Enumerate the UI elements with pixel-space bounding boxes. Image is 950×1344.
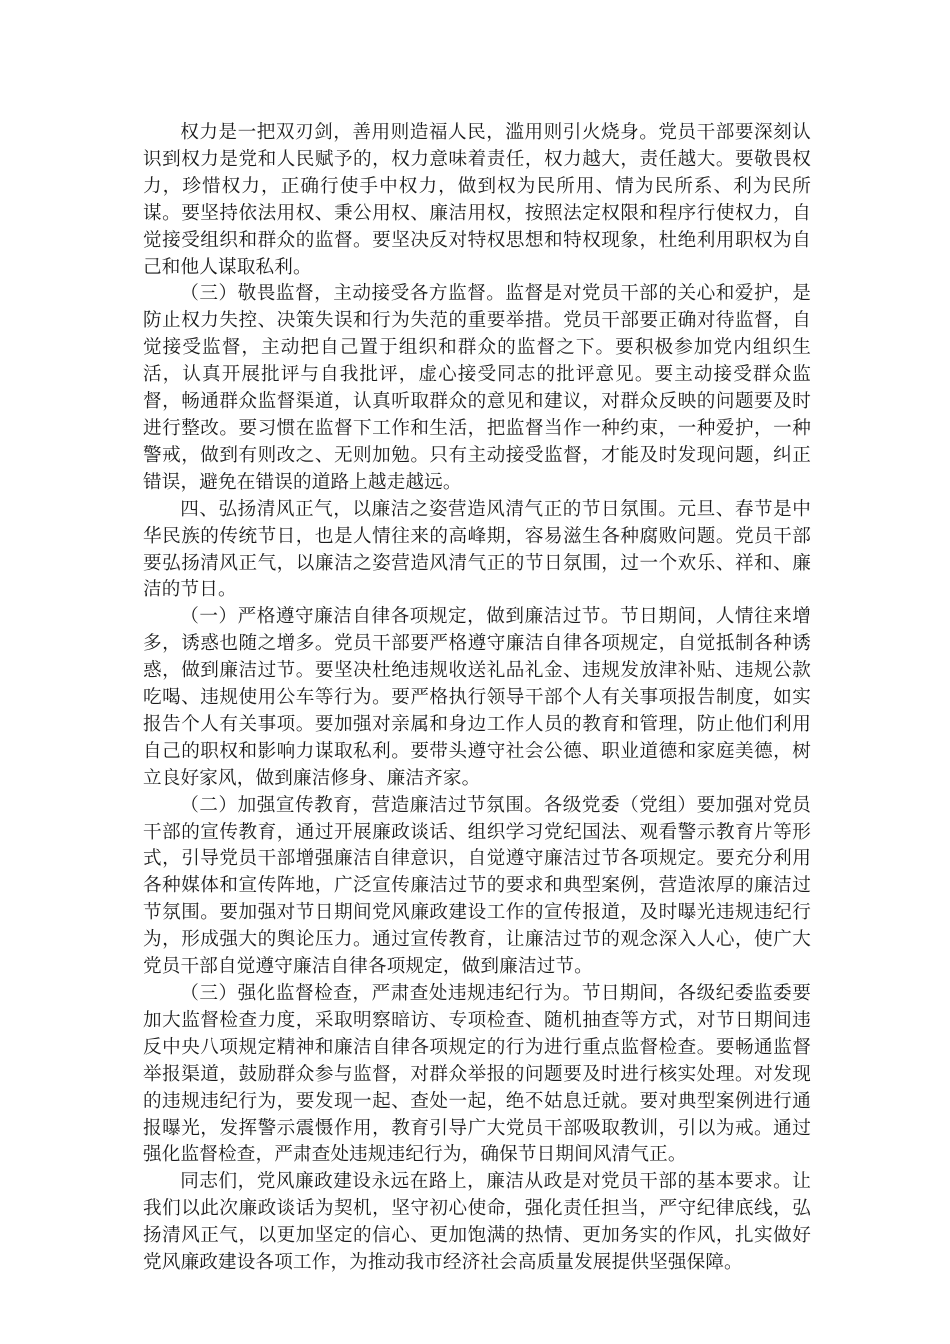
paragraph-inspection: （三）强化监督检查，严肃查处违规违纪行为。节日期间，各级纪委监委要加大监督检查力度，采取明察暗访、专项检查、随机抽查等方式，对节日期间违反中央八项规定精神和廉洁自律各项规定的行为进行重点监督检查。要畅通监督举报渠道，鼓励群众参与监督，对群众举报的问题要及时进行核实处理。对发现的违规违纪行为，要发现一起、查处一起，绝不姑息迁就。要对典型案例进行通报曝光，发挥警示震慑作用，教育引导广大党员干部吸取教训，引以为戒。通过强化监督检查，严肃查处违规违纪行为，确保节日期间风清气正。 xyxy=(143,983,811,1166)
paragraph-power: 权力是一把双刃剑，善用则造福人民，滥用则引火烧身。党员干部要深刻认识到权力是党和人民赋予的，权力意味着责任，权力越大，责任越大。要敬畏权力，珍惜权力，正确行使手中权力，做到权为民所用、情为民所系、利为民所谋。要坚持依法用权、秉公用权、廉洁用权，按照法定权限和程序行使权力，自觉接受组织和群众的监督。要坚决反对特权思想和特权现象，杜绝利用职权为自己和他人谋取私利。 xyxy=(143,122,811,278)
paragraph-education: （二）加强宣传教育，营造廉洁过节氛围。各级党委（党组）要加强对党员干部的宣传教育，通过开展廉政谈话、组织学习党纪国法、观看警示教育片等形式，引导党员干部增强廉洁自律意识，自觉遵守廉洁过节各项规定。要充分利用各种媒体和宣传阵地，广泛宣传廉洁过节的要求和典型案例，营造浓厚的廉洁过节氛围。要加强对节日期间党风廉政建设工作的宣传报道，及时曝光违规违纪行为，形成强大的舆论压力。通过宣传教育，让廉洁过节的观念深入人心，使广大党员干部自觉遵守廉洁自律各项规定，做到廉洁过节。 xyxy=(143,794,811,978)
paragraph-section-four: 四、弘扬清风正气，以廉洁之姿营造风清气正的节日氛围。元旦、春节是中华民族的传统节日，也是人情往来的高峰期，容易滋生各种腐败问题。党员干部要弘扬清风正气，以廉洁之姿营造风清气正的节日氛围，过一个欢乐、祥和、廉洁的节日。 xyxy=(143,498,811,601)
paragraph-clean-holiday: （一）严格遵守廉洁自律各项规定，做到廉洁过节。节日期间，人情往来增多，诱惑也随之增多。党员干部要严格遵守廉洁自律各项规定，自觉抵制各种诱惑，做到廉洁过节。要坚决杜绝违规收送礼品礼金、违规发放津补贴、违规公款吃喝、违规使用公车等行为。要严格执行领导干部个人有关事项报告制度，如实报告个人有关事项。要加强对亲属和身边工作人员的教育和管理，防止他们利用自己的职权和影响力谋取私利。要带头遵守社会公德、职业道德和家庭美德，树立良好家风，做到廉洁修身、廉洁齐家。 xyxy=(143,606,811,789)
document-page xyxy=(143,120,811,1277)
paragraph-supervision: （三）敬畏监督，主动接受各方监督。监督是对党员干部的关心和爱护，是防止权力失控、决策失误和行为失范的重要举措。党员干部要正确对待监督，自觉接受监督，主动把自己置于组织和群众的监督之下。要积极参加党内组织生活，认真开展批评与自我批评，虚心接受同志的批评意见。要主动接受群众监督，畅通群众监督渠道，认真听取群众的意见和建议，对群众反映的问题要及时进行整改。要习惯在监督下工作和生活，把监督当作一种约束，一种爱护，一种警戒，做到有则改之、无则加勉。只有主动接受监督，才能及时发现问题，纠正错误，避免在错误的道路上越走越远。 xyxy=(143,283,811,493)
paragraph-closing: 同志们，党风廉政建设永远在路上，廉洁从政是对党员干部的基本要求。让我们以此次廉政谈话为契机，坚守初心使命，强化责任担当，严守纪律底线，弘扬清风正气，以更加坚定的信心、更加饱满的热情、更加务实的作风，扎实做好党风廉政建设各项工作，为推动我市经济社会高质量发展提供坚强保障。 xyxy=(143,1171,811,1274)
